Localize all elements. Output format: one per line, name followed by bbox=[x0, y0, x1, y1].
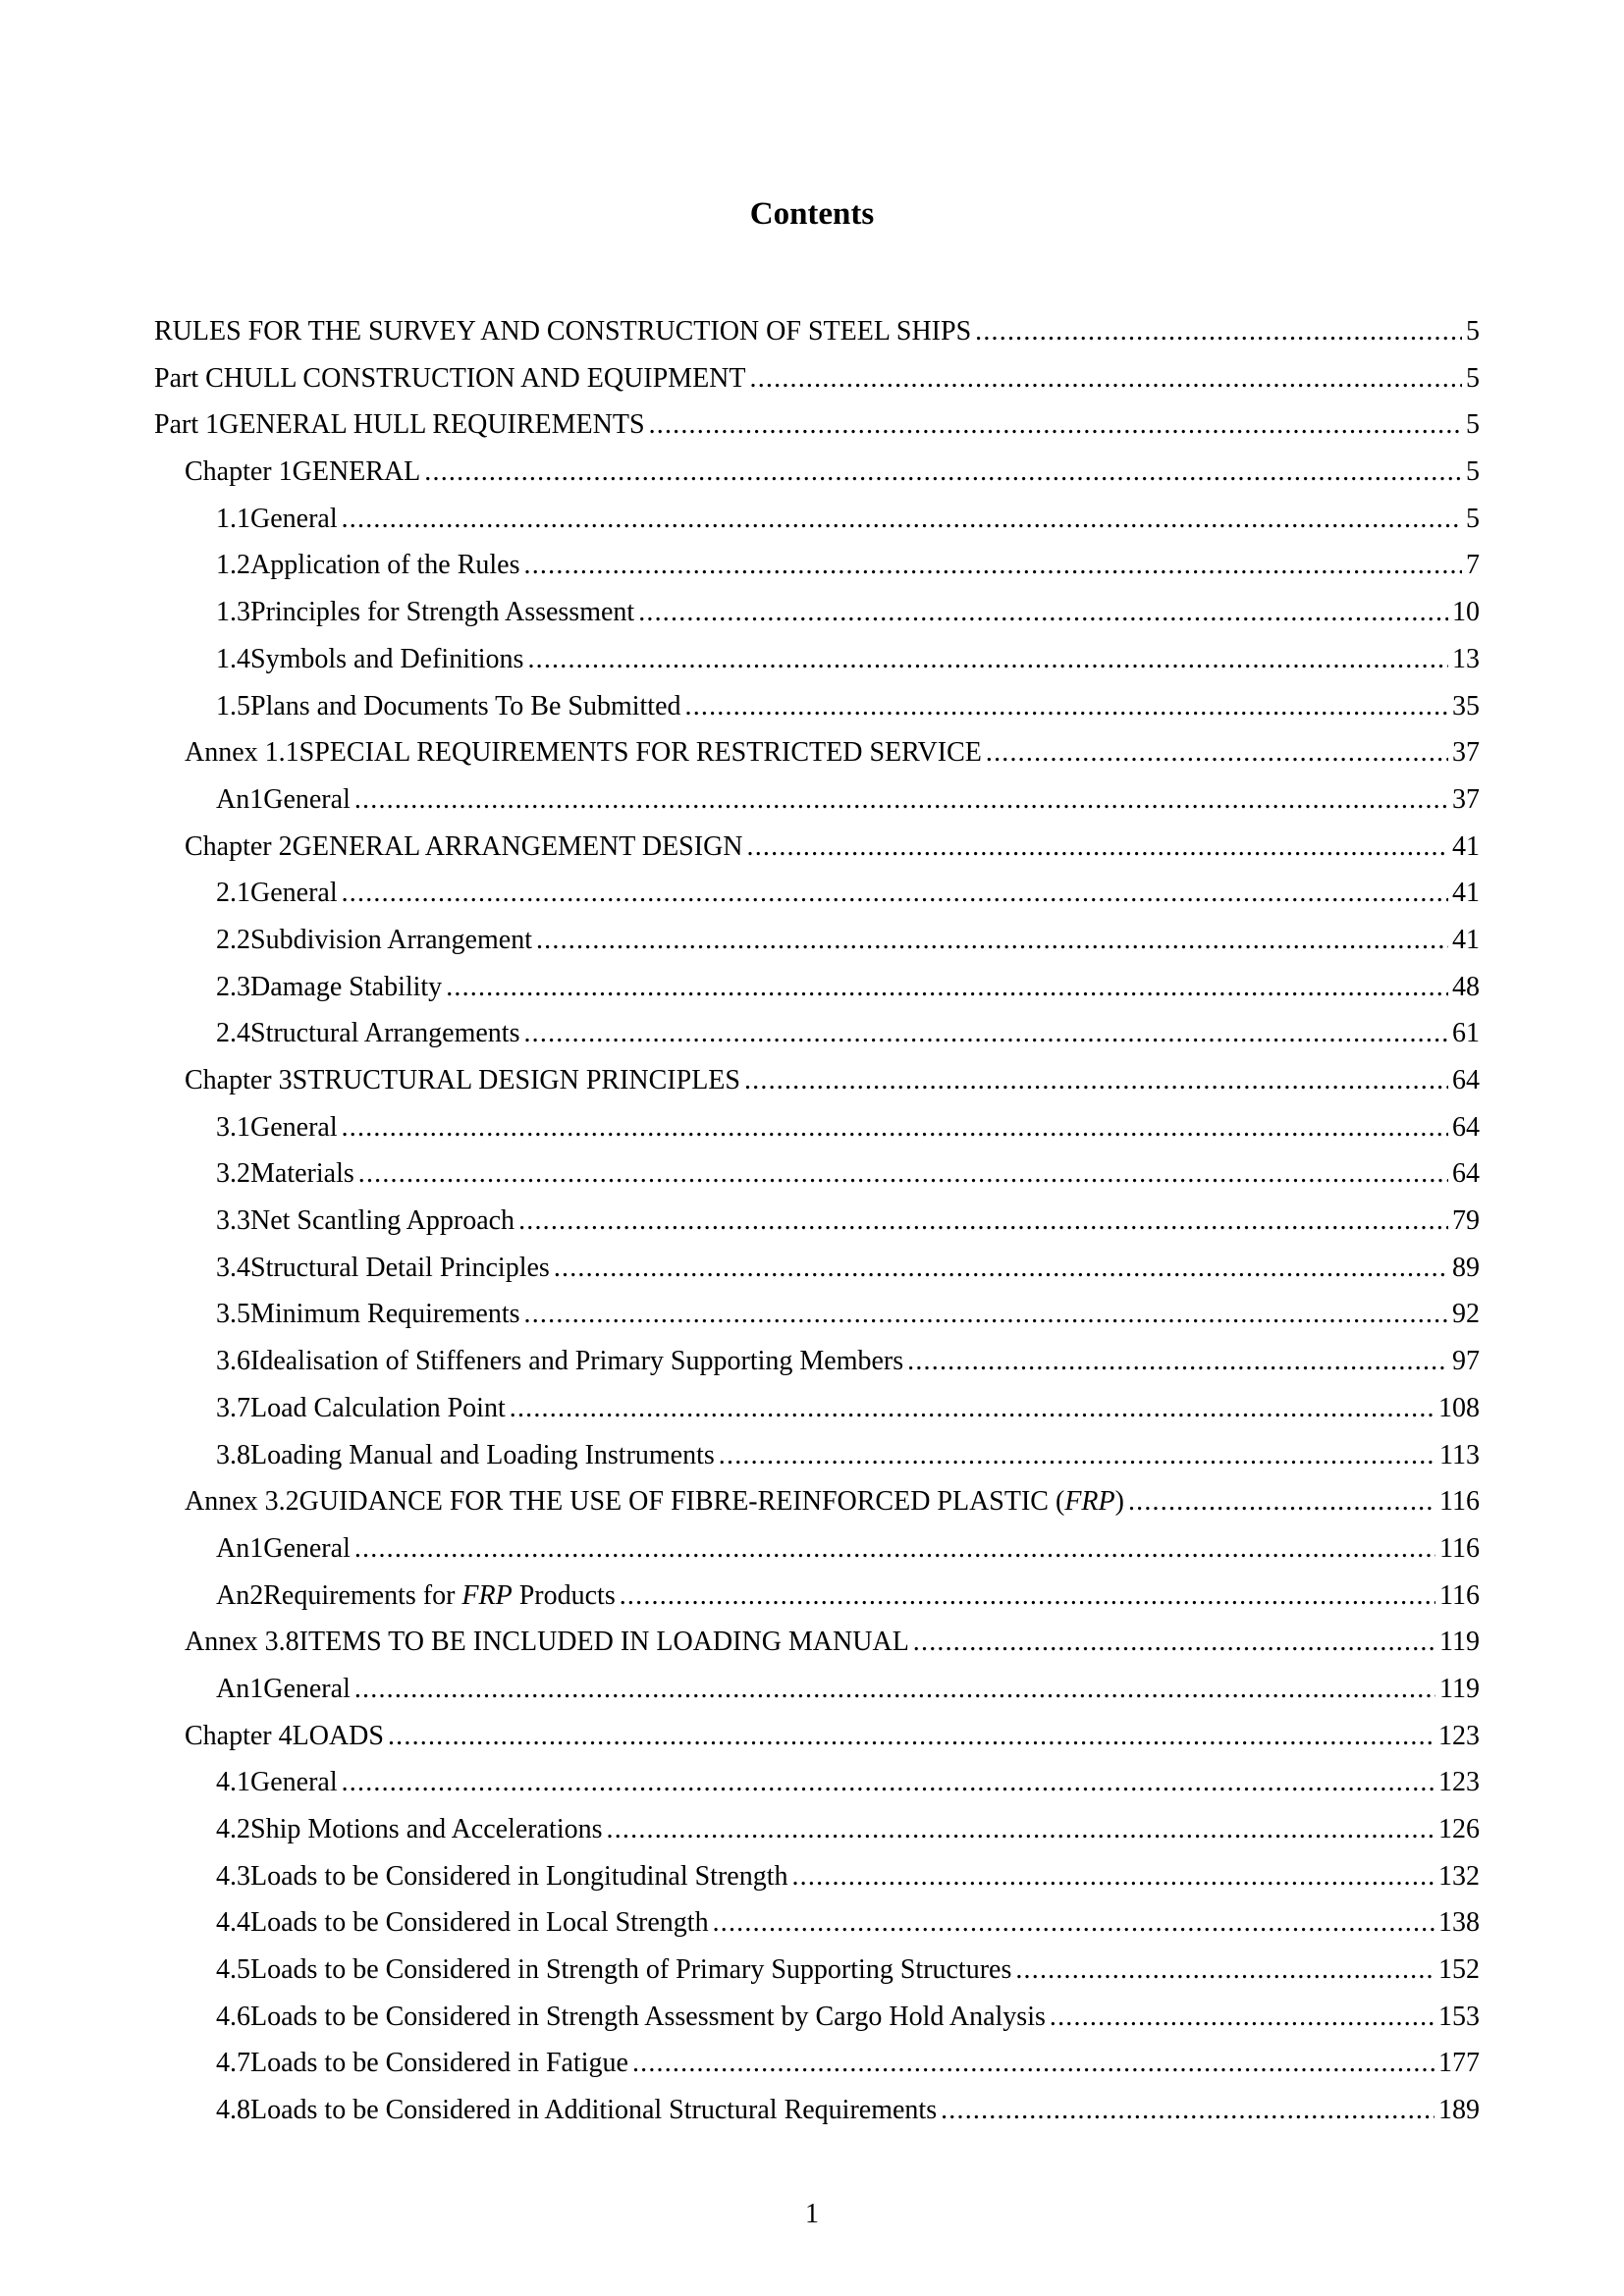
toc-entry[interactable] bbox=[154, 1814, 1480, 1861]
toc-entry-label: Minimum Requirements bbox=[250, 1299, 520, 1330]
toc-entry-label: GENERAL bbox=[292, 456, 421, 488]
toc-entry-label: General bbox=[250, 1111, 338, 1143]
dot-leader bbox=[713, 1907, 1435, 1939]
toc-entry[interactable] bbox=[154, 1767, 1480, 1814]
toc-entry-number: Annex 3.2 bbox=[185, 1486, 299, 1518]
toc-entry-page: 5 bbox=[1466, 316, 1480, 347]
toc-entry-page: 123 bbox=[1438, 1767, 1480, 1798]
toc-entry-page: 138 bbox=[1438, 1907, 1480, 1939]
toc-entry-number: An1 bbox=[216, 1532, 264, 1564]
toc-entry-number: Annex 3.8 bbox=[185, 1627, 299, 1658]
toc-entry-number: Annex 1.1 bbox=[185, 737, 299, 769]
toc-entry-number: 1.2 bbox=[216, 550, 250, 581]
toc-entry[interactable] bbox=[154, 784, 1480, 831]
toc-entry-number: An1 bbox=[216, 1673, 264, 1704]
toc-entry-number: An1 bbox=[216, 783, 264, 815]
dot-leader bbox=[446, 972, 1448, 1003]
dot-leader bbox=[554, 1253, 1448, 1284]
dot-leader bbox=[1050, 2002, 1435, 2033]
toc-entry-page: 64 bbox=[1452, 1065, 1480, 1095]
dot-leader bbox=[536, 925, 1448, 956]
toc-entry-label: General bbox=[263, 783, 351, 815]
table-of-contents bbox=[154, 316, 1480, 2142]
toc-entry[interactable] bbox=[154, 550, 1480, 597]
toc-entry-number: 3.6 bbox=[216, 1346, 250, 1377]
toc-entry-label: Net Scantling Approach bbox=[250, 1205, 515, 1237]
toc-entry-label: Ship Motions and Accelerations bbox=[250, 1814, 603, 1844]
dot-leader bbox=[388, 1721, 1435, 1752]
toc-entry-number: Part C bbox=[154, 362, 224, 394]
toc-entry-label: Idealisation of Stiffeners and Primary Supporting Members bbox=[250, 1346, 904, 1377]
toc-entry[interactable] bbox=[154, 878, 1480, 925]
page-title: Contents bbox=[749, 196, 875, 232]
dot-leader bbox=[524, 550, 1462, 581]
dot-leader bbox=[975, 316, 1462, 347]
toc-entry[interactable] bbox=[154, 1393, 1480, 1440]
dot-leader bbox=[941, 2095, 1435, 2126]
toc-entry[interactable] bbox=[154, 1065, 1480, 1112]
toc-entry-label: ITEMS TO BE INCLUDED IN LOADING MANUAL bbox=[298, 1627, 909, 1658]
toc-entry[interactable] bbox=[154, 1440, 1480, 1487]
toc-entry-page: 126 bbox=[1438, 1814, 1480, 1844]
toc-entry[interactable] bbox=[154, 644, 1480, 691]
toc-entry-page: 113 bbox=[1439, 1439, 1480, 1470]
toc-entry-page: 116 bbox=[1439, 1486, 1480, 1518]
toc-entry-label: General bbox=[263, 1673, 351, 1704]
toc-entry-number: 3.7 bbox=[216, 1392, 250, 1423]
toc-entry-label: HULL CONSTRUCTION AND EQUIPMENT bbox=[223, 362, 746, 394]
toc-entry-label: Principles for Strength Assessment bbox=[250, 597, 635, 628]
toc-entry-number: 1.3 bbox=[216, 597, 250, 628]
toc-entry-page: 61 bbox=[1452, 1018, 1480, 1049]
toc-entry-number: Chapter 4 bbox=[185, 1720, 293, 1751]
toc-entry[interactable] bbox=[154, 2095, 1480, 2142]
dot-leader bbox=[744, 1065, 1448, 1096]
toc-entry-number: 4.1 bbox=[216, 1767, 250, 1798]
toc-entry-number: Chapter 2 bbox=[185, 830, 293, 862]
toc-entry-number: 3.3 bbox=[216, 1205, 250, 1237]
toc-entry-label: GENERAL ARRANGEMENT DESIGN bbox=[292, 830, 743, 862]
dot-leader bbox=[354, 784, 1448, 816]
toc-entry-page: 64 bbox=[1452, 1158, 1480, 1190]
dot-leader bbox=[907, 1346, 1448, 1377]
toc-entry-page: 108 bbox=[1438, 1392, 1480, 1423]
dot-leader bbox=[342, 504, 1462, 535]
toc-entry[interactable] bbox=[154, 972, 1480, 1019]
toc-entry[interactable] bbox=[154, 316, 1480, 363]
toc-entry-page: 116 bbox=[1439, 1532, 1480, 1564]
page-number: 1 bbox=[805, 2199, 819, 2229]
dot-leader bbox=[632, 2048, 1435, 2079]
toc-entry[interactable] bbox=[154, 1533, 1480, 1580]
toc-entry[interactable] bbox=[154, 363, 1480, 410]
dot-leader bbox=[527, 644, 1448, 675]
dot-leader bbox=[342, 1112, 1448, 1144]
toc-entry-number: 4.3 bbox=[216, 1860, 250, 1892]
toc-entry-number: 2.3 bbox=[216, 971, 250, 1002]
toc-entry-page: 123 bbox=[1438, 1720, 1480, 1751]
toc-entry-number: An2 bbox=[216, 1579, 264, 1611]
toc-entry-page: 152 bbox=[1438, 1954, 1480, 1986]
toc-entry-number: 3.8 bbox=[216, 1439, 250, 1470]
dot-leader bbox=[1015, 1954, 1435, 1986]
toc-entry-page: 37 bbox=[1452, 737, 1480, 769]
toc-entry-label: Subdivision Arrangement bbox=[250, 924, 532, 955]
toc-entry[interactable] bbox=[154, 1627, 1480, 1674]
toc-entry-page: 48 bbox=[1452, 971, 1480, 1002]
toc-entry-label: Loads to be Considered in Strength Assessment by Cargo Hold Analysis bbox=[250, 2001, 1046, 2032]
toc-entry-number: 3.2 bbox=[216, 1158, 250, 1190]
toc-entry-label: GENERAL HULL REQUIREMENTS bbox=[219, 409, 645, 441]
toc-entry[interactable] bbox=[154, 1486, 1480, 1533]
toc-entry-page: 79 bbox=[1452, 1205, 1480, 1237]
toc-entry-label: Loads to be Considered in Longitudinal Strength bbox=[250, 1860, 788, 1892]
dot-leader bbox=[354, 1533, 1435, 1565]
toc-entry-label: STRUCTURAL DESIGN PRINCIPLES bbox=[292, 1065, 740, 1095]
toc-entry-page: 119 bbox=[1439, 1673, 1480, 1704]
toc-entry-label: LOADS bbox=[292, 1720, 384, 1751]
toc-entry-page: 119 bbox=[1439, 1627, 1480, 1658]
dot-leader bbox=[620, 1580, 1435, 1612]
toc-entry-number: 4.2 bbox=[216, 1814, 250, 1844]
dot-leader bbox=[518, 1205, 1448, 1237]
dot-leader bbox=[986, 737, 1448, 769]
toc-entry-label: Plans and Documents To Be Submitted bbox=[250, 690, 681, 721]
toc-entry-number: 2.4 bbox=[216, 1018, 250, 1049]
toc-entry[interactable] bbox=[154, 504, 1480, 551]
dot-leader bbox=[607, 1814, 1435, 1845]
toc-entry[interactable] bbox=[154, 1674, 1480, 1721]
toc-entry-page: 35 bbox=[1452, 690, 1480, 721]
toc-entry-label: Application of the Rules bbox=[250, 550, 520, 581]
toc-entry-label: Loads to be Considered in Fatigue bbox=[250, 2048, 628, 2079]
toc-entry[interactable] bbox=[154, 1112, 1480, 1159]
toc-entry-label: General bbox=[250, 503, 338, 534]
toc-entry-number: 4.4 bbox=[216, 1907, 250, 1939]
toc-entry-number: 3.4 bbox=[216, 1252, 250, 1283]
toc-entry-number: 2.2 bbox=[216, 924, 250, 955]
dot-leader bbox=[524, 1299, 1448, 1330]
toc-entry[interactable] bbox=[154, 1299, 1480, 1346]
dot-leader bbox=[523, 1018, 1448, 1049]
toc-entry[interactable] bbox=[154, 1346, 1480, 1393]
toc-entry-number: 3.5 bbox=[216, 1299, 250, 1330]
toc-entry-page: 13 bbox=[1452, 643, 1480, 674]
toc-entry-page: 5 bbox=[1466, 362, 1480, 394]
toc-entry-label: GUIDANCE FOR THE USE OF FIBRE-REINFORCED PLASTIC (FRP) bbox=[298, 1486, 1124, 1518]
toc-entry-label: Load Calculation Point bbox=[250, 1392, 506, 1423]
toc-entry[interactable] bbox=[154, 1018, 1480, 1065]
dot-leader bbox=[649, 409, 1462, 441]
toc-entry-label: General bbox=[250, 878, 338, 909]
toc-entry-number: 3.1 bbox=[216, 1111, 250, 1143]
toc-entry-label: Symbols and Definitions bbox=[250, 643, 524, 674]
toc-entry-label: Loads to be Considered in Additional Structural Requirements bbox=[250, 2095, 938, 2126]
dot-leader bbox=[510, 1393, 1435, 1424]
toc-entry[interactable] bbox=[154, 737, 1480, 784]
dot-leader bbox=[747, 831, 1448, 863]
toc-entry-label: Damage Stability bbox=[250, 971, 443, 1002]
toc-entry-page: 64 bbox=[1452, 1111, 1480, 1143]
toc-entry-page: 5 bbox=[1466, 409, 1480, 441]
dot-leader bbox=[913, 1627, 1435, 1658]
dot-leader bbox=[685, 691, 1449, 722]
toc-entry-page: 5 bbox=[1466, 503, 1480, 534]
toc-entry-page: 116 bbox=[1439, 1579, 1480, 1611]
toc-entry-page: 97 bbox=[1452, 1346, 1480, 1377]
toc-entry[interactable] bbox=[154, 691, 1480, 738]
toc-entry-number: Part 1 bbox=[154, 409, 220, 441]
toc-entry-page: 92 bbox=[1452, 1299, 1480, 1330]
toc-entry[interactable] bbox=[154, 456, 1480, 504]
toc-entry-number: 4.7 bbox=[216, 2048, 250, 2079]
toc-entry-label: Loads to be Considered in Local Strength bbox=[250, 1907, 709, 1939]
toc-entry-label: Loading Manual and Loading Instruments bbox=[250, 1439, 715, 1470]
toc-entry[interactable] bbox=[154, 2048, 1480, 2095]
toc-entry[interactable] bbox=[154, 1158, 1480, 1205]
toc-entry-number: 4.8 bbox=[216, 2095, 250, 2126]
toc-entry[interactable] bbox=[154, 597, 1480, 644]
toc-entry-label: SPECIAL REQUIREMENTS FOR RESTRICTED SERVICE bbox=[298, 737, 982, 769]
toc-entry-label: Structural Detail Principles bbox=[250, 1252, 550, 1283]
toc-entry-page: 10 bbox=[1452, 597, 1480, 628]
dot-leader bbox=[342, 878, 1448, 909]
toc-entry-page: 7 bbox=[1466, 550, 1480, 581]
toc-entry[interactable] bbox=[154, 831, 1480, 879]
toc-entry-page: 89 bbox=[1452, 1252, 1480, 1283]
toc-entry[interactable] bbox=[154, 1205, 1480, 1253]
dot-leader bbox=[750, 363, 1462, 395]
dot-leader bbox=[354, 1674, 1435, 1705]
toc-entry-number: 1.1 bbox=[216, 503, 250, 534]
toc-entry-label: Structural Arrangements bbox=[250, 1018, 520, 1049]
toc-entry-page: 5 bbox=[1466, 456, 1480, 488]
toc-entry[interactable] bbox=[154, 1721, 1480, 1768]
dot-leader bbox=[424, 456, 1462, 488]
toc-entry-label: Requirements for FRP Products bbox=[263, 1579, 616, 1611]
toc-entry-label: RULES FOR THE SURVEY AND CONSTRUCTION OF STEEL SHIPS bbox=[154, 316, 972, 347]
toc-entry-page: 37 bbox=[1452, 783, 1480, 815]
toc-entry[interactable] bbox=[154, 2002, 1480, 2049]
toc-entry-label: Loads to be Considered in Strength of Primary Supporting Structures bbox=[250, 1954, 1012, 1986]
toc-entry-page: 41 bbox=[1452, 830, 1480, 862]
dot-leader bbox=[342, 1767, 1435, 1798]
dot-leader bbox=[358, 1158, 1448, 1190]
toc-entry-page: 41 bbox=[1452, 924, 1480, 955]
toc-entry-label: General bbox=[250, 1767, 338, 1798]
toc-entry[interactable] bbox=[154, 1907, 1480, 1954]
toc-entry-page: 189 bbox=[1438, 2095, 1480, 2126]
toc-entry-page: 41 bbox=[1452, 878, 1480, 909]
dot-leader bbox=[791, 1861, 1435, 1893]
toc-entry-page: 177 bbox=[1438, 2048, 1480, 2079]
toc-entry-number: Chapter 1 bbox=[185, 456, 293, 488]
dot-leader bbox=[638, 597, 1448, 628]
toc-entry-italic-term: FRP bbox=[1064, 1486, 1115, 1518]
toc-entry[interactable] bbox=[154, 1954, 1480, 2002]
toc-entry[interactable] bbox=[154, 1861, 1480, 1908]
toc-entry-page: 153 bbox=[1438, 2001, 1480, 2032]
toc-entry-number: 1.5 bbox=[216, 690, 250, 721]
toc-entry[interactable] bbox=[154, 925, 1480, 972]
toc-entry-number: 1.4 bbox=[216, 643, 250, 674]
toc-entry-page: 132 bbox=[1438, 1860, 1480, 1892]
toc-entry-number: 4.5 bbox=[216, 1954, 250, 1986]
toc-entry-italic-term: FRP bbox=[461, 1579, 513, 1611]
dot-leader bbox=[719, 1440, 1435, 1471]
toc-entry[interactable] bbox=[154, 409, 1480, 456]
toc-entry-label: Materials bbox=[250, 1158, 354, 1190]
toc-entry-number: 4.6 bbox=[216, 2001, 250, 2032]
toc-entry-label: General bbox=[263, 1532, 351, 1564]
toc-entry-number: Chapter 3 bbox=[185, 1065, 293, 1095]
toc-entry[interactable] bbox=[154, 1253, 1480, 1300]
toc-entry-number: 2.1 bbox=[216, 878, 250, 909]
toc-entry[interactable] bbox=[154, 1580, 1480, 1628]
dot-leader bbox=[1128, 1486, 1435, 1518]
